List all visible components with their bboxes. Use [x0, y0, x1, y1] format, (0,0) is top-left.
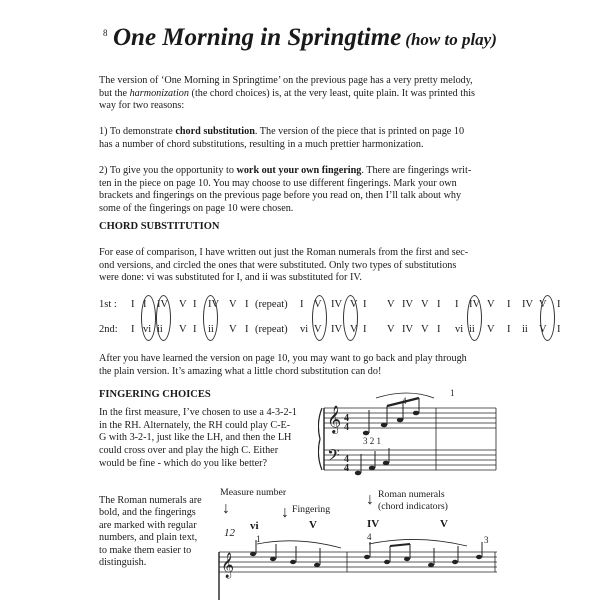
first-version-chord: IV — [208, 299, 220, 310]
intro-paragraph — [99, 75, 501, 113]
reason-2c: . There are fingerings writ- — [361, 165, 472, 176]
annotation-fingering: Fingering — [292, 504, 331, 515]
side-note-line-6: distinguish. — [99, 557, 147, 569]
second-version-chord: vi — [300, 324, 309, 335]
reason-2-line-4: some of the fingerings on page 10 were chosen. — [99, 203, 294, 215]
after-line-2: the plain version. It’s amazing what a little chord substitution can do! — [99, 365, 382, 377]
finger-4-label: 4 — [367, 532, 372, 542]
second-version-chord: V — [350, 324, 358, 335]
intro-line-2c: (the chord choices) is, at the very least, quite plain. It was printed this — [189, 87, 476, 99]
first-version-chord: I — [507, 299, 511, 310]
second-version-chord: IV — [402, 324, 414, 335]
first-version-chord: IV — [402, 299, 414, 310]
second-version-chord: vi — [455, 324, 464, 335]
second-version-chord: V — [539, 324, 547, 335]
second-version-chord: ii — [157, 324, 163, 335]
roman-numerals-arrow-icon: ↓ — [366, 491, 374, 508]
first-version-chord: I — [363, 299, 367, 310]
first-version-chord: I — [437, 299, 441, 310]
side-note-line-3: are marked with regular — [99, 519, 197, 531]
intro-line-3: way for two reasons: — [99, 100, 185, 112]
side-note-line-1: The Roman numerals are — [99, 495, 202, 506]
finger-1-label: 1 — [256, 534, 261, 544]
roman-v-2: V — [440, 518, 448, 530]
second-version-chord: (repeat) — [255, 324, 288, 335]
first-version-chord: I — [300, 299, 304, 310]
svg-text:4: 4 — [344, 454, 349, 465]
second-version-chord: V — [179, 324, 187, 335]
intro-line-2 — [99, 88, 501, 101]
intro-line-2a: but the — [99, 87, 130, 99]
comparison-line-3: were done: vi was substituted for I, and ii was substituted for IV. — [99, 272, 362, 284]
reason-2-bold: work out your own fingering — [236, 165, 362, 176]
first-version-chord: V — [314, 299, 322, 310]
comparison-paragraph — [99, 247, 501, 285]
fingering-line-1: In the first measure, I’ve chosen to use a 4-3-2-1 — [99, 407, 298, 418]
intro-harmonization: harmonization — [129, 87, 189, 99]
comparison-line-2: ond versions, and circled the ones that were substituted. Only two types of substitutions — [99, 259, 457, 271]
intro-line-1: The version of ‘One Morning in Springtime’ on the previous page has a very pretty melody, — [99, 75, 473, 86]
fingering-line-3: G with 3-2-1, just like the LH, and then the LH — [99, 432, 292, 444]
reason-1-paragraph — [99, 126, 501, 151]
annotation-measure-number: Measure number — [220, 487, 287, 498]
measure-12-staff — [217, 538, 500, 600]
svg-text:4: 4 — [344, 422, 349, 433]
svg-text:4: 4 — [344, 463, 349, 474]
reason-2-line-2: ten in the piece on page 10. You may choose to use different fingerings. Mark your own — [99, 177, 457, 189]
first-version-chord: IV — [469, 299, 481, 310]
reason-1-line-1 — [99, 126, 501, 139]
second-version-chord: ii — [522, 324, 528, 335]
measure-number-arrow-icon: ↓ — [222, 500, 230, 517]
chord-row-first — [99, 296, 561, 316]
second-version-chord: V — [487, 324, 495, 335]
second-version-chord: V — [387, 324, 395, 335]
first-version-chord: V — [179, 299, 187, 310]
side-note-line-2: bold, and the fingerings — [99, 507, 196, 519]
finger-3-label: 3 — [484, 535, 489, 545]
reason-1-bold: chord substitution — [175, 126, 255, 137]
after-paragraph — [99, 353, 501, 378]
second-version-chord: I — [557, 324, 561, 335]
first-version-chord: I — [193, 299, 197, 310]
side-note-line-4: numbers, and plain text, — [99, 532, 198, 544]
fingering-line-5: would be fine - which do you like better? — [99, 457, 268, 469]
title-main: One Morning in Springtime — [113, 24, 402, 51]
first-version-chord: (repeat) — [255, 299, 288, 310]
first-version-chord: V — [229, 299, 237, 310]
second-version-chord: V — [229, 324, 237, 335]
annotation-roman-numerals: Roman numerals — [378, 489, 445, 500]
second-version-chord: V — [314, 324, 322, 335]
first-version-chord: IV — [157, 299, 169, 310]
first-version-chord: I — [557, 299, 561, 310]
svg-text:𝄢: 𝄢 — [327, 445, 340, 469]
roman-vi: vi — [250, 520, 259, 532]
after-line-1: After you have learned the version on page 10, you may want to go back and play through — [99, 353, 467, 364]
first-version-chord: I — [455, 299, 459, 310]
reason-1-line-2: has a number of chord substitutions, resulting in a much prettier harmonization. — [99, 138, 424, 150]
first-version-chord: IV — [522, 299, 534, 310]
side-note-line-5: to make them easier to — [99, 544, 192, 556]
second-version-chord: I — [245, 324, 249, 335]
fingering-choices-heading: FINGERING CHOICES — [99, 389, 211, 400]
side-note — [99, 495, 214, 569]
second-version-chord: I — [507, 324, 511, 335]
reason-2-line-1 — [99, 165, 501, 178]
fingering-line-4: could cross over and play the high C. Either — [99, 445, 279, 457]
second-version-chord: vi — [143, 324, 152, 335]
reason-2-paragraph — [99, 165, 501, 216]
fingering-arrow-icon: ↓ — [281, 504, 289, 521]
second-version-chord: I — [437, 324, 441, 335]
reason-2a: 2) To give you the opportunity to — [99, 165, 237, 176]
first-version-chord: V — [539, 299, 547, 310]
first-version-chord: V — [387, 299, 395, 310]
comparison-line-1: For ease of comparison, I have written out just the Roman numerals from the first and sec- — [99, 247, 469, 258]
reason-1a: 1) To demonstrate — [99, 126, 176, 137]
reason-2-line-3: brackets and fingerings on the previous page before you read on, then I’ll talk about why — [99, 190, 462, 202]
first-version-chord: I — [131, 299, 135, 310]
chord-row-second — [99, 321, 561, 341]
first-measure-staff — [318, 388, 500, 483]
svg-text:𝄞: 𝄞 — [327, 405, 342, 433]
chord-substitution-heading: CHORD SUBSTITUTION — [99, 221, 220, 232]
chord-row-second-label: 2nd: — [99, 324, 118, 335]
annotation-chord-indicators: (chord indicators) — [378, 501, 448, 512]
svg-text:4: 4 — [344, 413, 349, 424]
rh-finger-4: 4 — [402, 396, 407, 406]
svg-text:𝄞: 𝄞 — [221, 553, 235, 578]
chord-row-first-label: 1st : — [99, 299, 117, 310]
page-number: 8 — [103, 28, 108, 38]
second-version-chord: I — [363, 324, 367, 335]
first-version-chord: V — [350, 299, 358, 310]
title-subtitle: (how to play) — [405, 30, 497, 49]
roman-iv: IV — [367, 518, 380, 530]
first-version-chord: V — [487, 299, 495, 310]
page-title — [113, 24, 497, 52]
second-version-chord: ii — [208, 324, 214, 335]
fingering-line-2: in the RH. Alternately, the RH could play C-E- — [99, 419, 291, 431]
second-version-chord: ii — [469, 324, 475, 335]
rh-finger-1: 1 — [450, 388, 455, 398]
reason-1c: . The version of the piece that is printed on page 10 — [254, 126, 465, 137]
first-version-chord: I — [143, 299, 147, 310]
fingering-paragraph — [99, 407, 311, 471]
second-version-chord: IV — [331, 324, 343, 335]
first-version-chord: V — [421, 299, 429, 310]
second-version-chord: I — [131, 324, 135, 335]
first-version-chord: I — [245, 299, 249, 310]
second-version-chord: V — [421, 324, 429, 335]
measure-number-12: 12 — [224, 527, 235, 539]
roman-v-1: V — [309, 519, 317, 531]
lh-fingers: 3 2 1 — [363, 436, 381, 446]
second-version-chord: I — [193, 324, 197, 335]
first-version-chord: IV — [331, 299, 343, 310]
